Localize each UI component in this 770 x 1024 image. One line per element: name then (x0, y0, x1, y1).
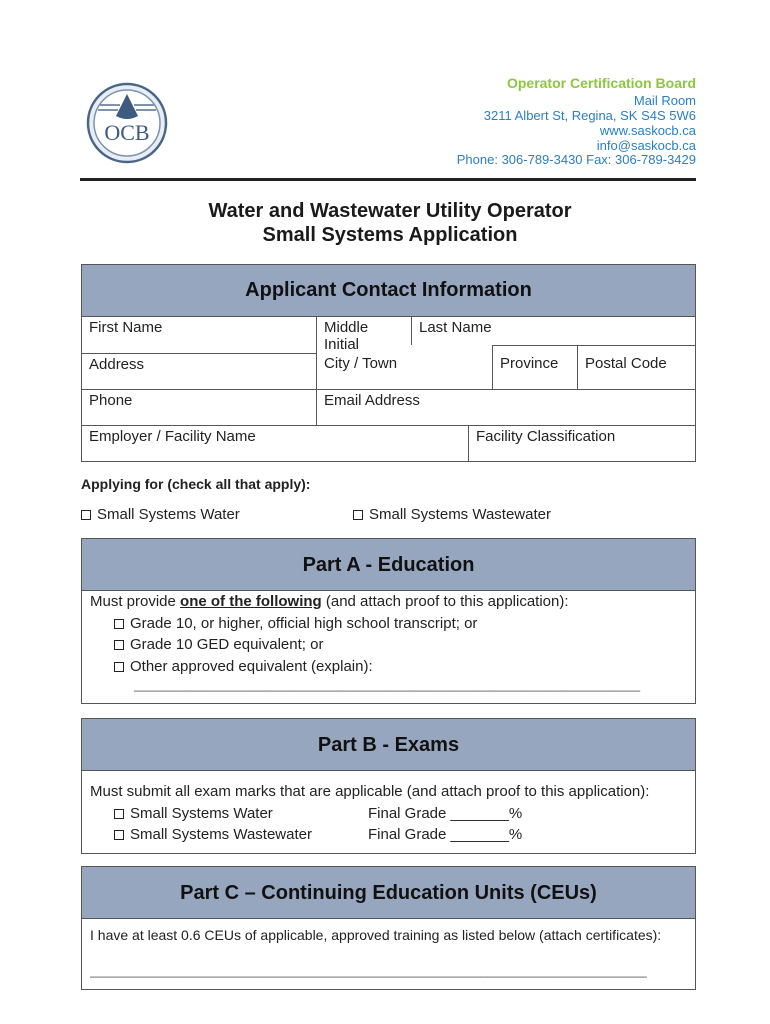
contact-table (81, 316, 696, 462)
exam-option-water[interactable] (114, 805, 273, 822)
checkbox-icon[interactable] (114, 640, 124, 650)
part-a-intro-bold: one of the following (180, 593, 322, 610)
middle-initial-field[interactable] (316, 317, 411, 353)
exam-option-water-label: Small Systems Water (130, 805, 273, 822)
website-link[interactable]: www.saskocb.ca (599, 123, 696, 138)
contact-heading: Applicant Contact Information (81, 264, 696, 317)
part-a-box (81, 590, 696, 704)
checkbox-icon[interactable] (114, 662, 124, 672)
mail-room: Mail Room (633, 93, 696, 108)
part-b-box (81, 770, 696, 854)
education-option-ged-label: Grade 10 GED equivalent; or (130, 636, 324, 653)
ceu-input-line[interactable]: _____________________________________________________________________________ (90, 963, 647, 978)
title-line-2: Small Systems Application (262, 224, 518, 246)
exam-option-wastewater[interactable] (114, 826, 312, 843)
phone-fax: Phone: 306-789-3430 Fax: 306-789-3429 (456, 152, 696, 167)
part-a-intro (90, 593, 569, 610)
applying-wastewater-label: Small Systems Wastewater (369, 506, 551, 523)
water-final-grade[interactable]: Final Grade _______% (368, 805, 523, 822)
part-c-intro: I have at least 0.6 CEUs of applicable, approved training as listed below (attach certificates): (90, 927, 662, 943)
city-field[interactable]: City / Town (316, 353, 492, 390)
education-option-transcript-label: Grade 10, or higher, official high school transcript; or (130, 615, 478, 632)
middle-initial-label-1: Middle (324, 319, 369, 336)
part-a-intro-pre: Must provide (90, 593, 181, 610)
part-a-intro-post: (and attach proof to this application): (321, 593, 569, 610)
applying-for-label: Applying for (check all that apply): (81, 476, 311, 492)
applying-water-label: Small Systems Water (97, 506, 240, 523)
checkbox-icon[interactable] (353, 510, 363, 520)
org-name: Operator Certification Board (506, 75, 696, 91)
province-field[interactable]: Province (492, 345, 577, 390)
email-link[interactable]: info@saskocb.ca (596, 138, 696, 153)
wastewater-final-grade[interactable]: Final Grade _______% (368, 826, 523, 843)
education-option-other-label: Other approved equivalent (explain): (130, 658, 373, 675)
part-b-intro: Must submit all exam marks that are applicable (and attach proof to this application): (90, 783, 650, 800)
education-option-other[interactable] (114, 658, 373, 675)
address-field[interactable]: Address (82, 353, 316, 390)
checkbox-icon[interactable] (114, 619, 124, 629)
explain-input-line[interactable]: ______________________________________________________________________ (134, 677, 641, 692)
email-address-field[interactable]: Email Address (316, 389, 695, 426)
ocb-logo (86, 82, 168, 164)
logo-lettering: OCB (104, 120, 150, 145)
postal-code-field[interactable]: Postal Code (577, 345, 695, 390)
checkbox-icon[interactable] (114, 809, 124, 819)
street-address: 3211 Albert St, Regina, SK S4S 5W6 (483, 108, 696, 123)
facility-classification-field[interactable]: Facility Classification (468, 425, 695, 461)
exam-option-wastewater-label: Small Systems Wastewater (130, 826, 312, 843)
header-divider (80, 178, 696, 181)
middle-initial-label-2: Initial (324, 336, 360, 353)
part-c-heading: Part C – Continuing Education Units (CEUs) (81, 866, 696, 919)
applying-water-option[interactable] (81, 506, 240, 523)
last-name-field[interactable]: Last Name (411, 317, 695, 345)
checkbox-icon[interactable] (114, 830, 124, 840)
part-b-heading: Part B - Exams (81, 718, 696, 771)
part-c-box (81, 918, 696, 990)
first-name-field[interactable]: First Name (89, 319, 163, 336)
phone-field[interactable]: Phone (82, 389, 316, 426)
employer-field[interactable]: Employer / Facility Name (82, 425, 468, 461)
part-a-heading: Part A - Education (81, 538, 696, 591)
education-option-ged[interactable] (114, 636, 323, 653)
applying-wastewater-option[interactable] (353, 506, 551, 523)
education-option-transcript[interactable] (114, 615, 477, 632)
title-line-1: Water and Wastewater Utility Operator (208, 200, 572, 222)
checkbox-icon[interactable] (81, 510, 91, 520)
